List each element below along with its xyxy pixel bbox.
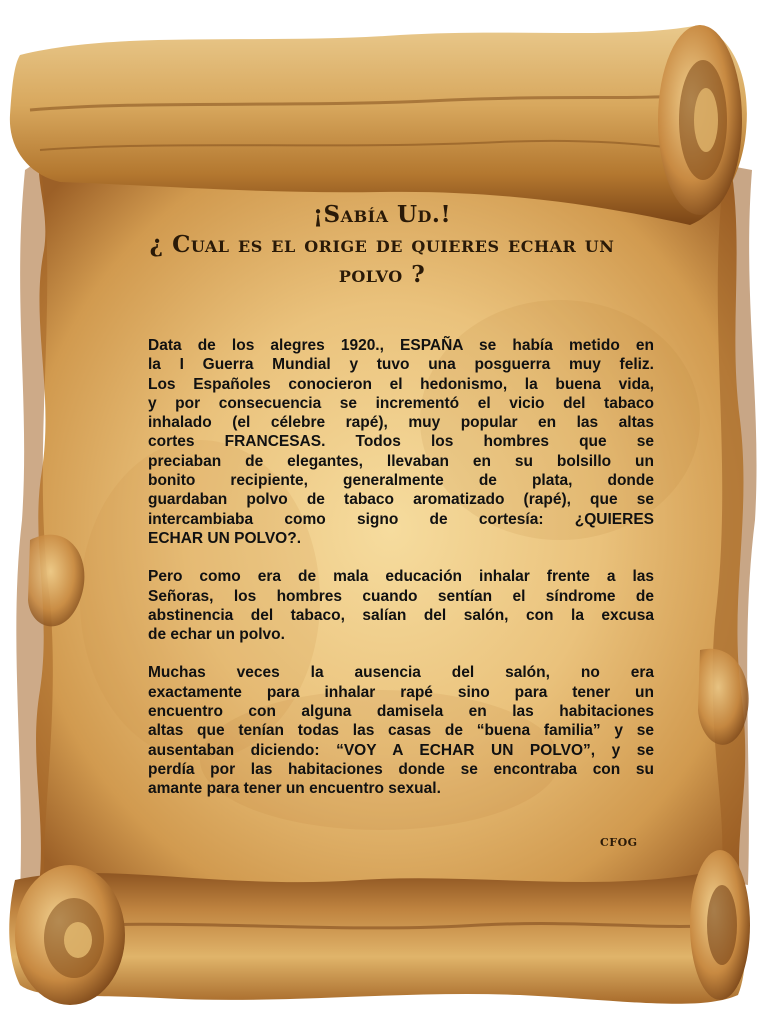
text-line: exactamente para inhalar rapé sino para tener un	[148, 683, 654, 701]
title-line-2: ¿ Cual es el orige de quieres echar un	[149, 231, 615, 258]
page-title	[110, 200, 654, 290]
text-line: guardaban polvo de tabaco aromatizado (rapé), que se	[148, 491, 654, 509]
title-line-1: ¡Sabía Ud.!	[312, 201, 452, 228]
text-line: y por consecuencia se incrementó el vicio del tabaco	[148, 394, 654, 412]
text-line: abstinencia del tabaco, salían del salón, con la excusa	[148, 606, 654, 624]
text-line: altas que tenían todas las casas de “buena familia” y se	[148, 722, 654, 740]
text-line: bonito recipiente, generalmente de plata, donde	[148, 472, 654, 490]
text-line: inhalado (el célebre rapé), muy popular en las altas	[148, 414, 654, 432]
text-line: ECHAR UN POLVO?.	[148, 529, 301, 547]
text-line: intercambiaba como signo de cortesía: ¿QUIERES	[148, 510, 654, 528]
author-signature: CFOG	[600, 836, 638, 849]
text-line: de echar un polvo.	[148, 626, 285, 644]
text-line: perdía por las habitaciones donde se encontraba con su	[148, 760, 654, 778]
paragraph-2	[148, 567, 654, 644]
text-line: preciaban de elegantes, llevaban en su bolsillo un	[148, 452, 654, 470]
paragraph-1	[148, 336, 654, 548]
text-line: cortes FRANCESAS. Todos los hombres que se	[148, 433, 654, 451]
paragraph-3	[148, 663, 654, 798]
text-line: la I Guerra Mundial y tuvo una posguerra muy feliz.	[148, 356, 654, 374]
text-line: amante para tener un encuentro sexual.	[148, 780, 441, 798]
text-line: Muchas veces la ausencia del salón, no era	[148, 664, 654, 682]
text-line: Data de los alegres 1920., ESPAÑA se había metido en	[148, 337, 654, 354]
text-line: encuentro con alguna damisela en las habitaciones	[148, 703, 654, 721]
text-line: Los Españoles conocieron el hedonismo, la buena vida,	[148, 375, 654, 393]
body-text	[148, 336, 654, 818]
text-line: Pero como era de mala educación inhalar frente a las	[148, 568, 654, 586]
title-line-3: polvo ?	[338, 261, 426, 288]
text-line: ausentaban diciendo: “VOY A ECHAR UN POLVO”, y se	[148, 741, 654, 759]
text-line: Señoras, los hombres cuando sentían el síndrome de	[148, 587, 654, 605]
